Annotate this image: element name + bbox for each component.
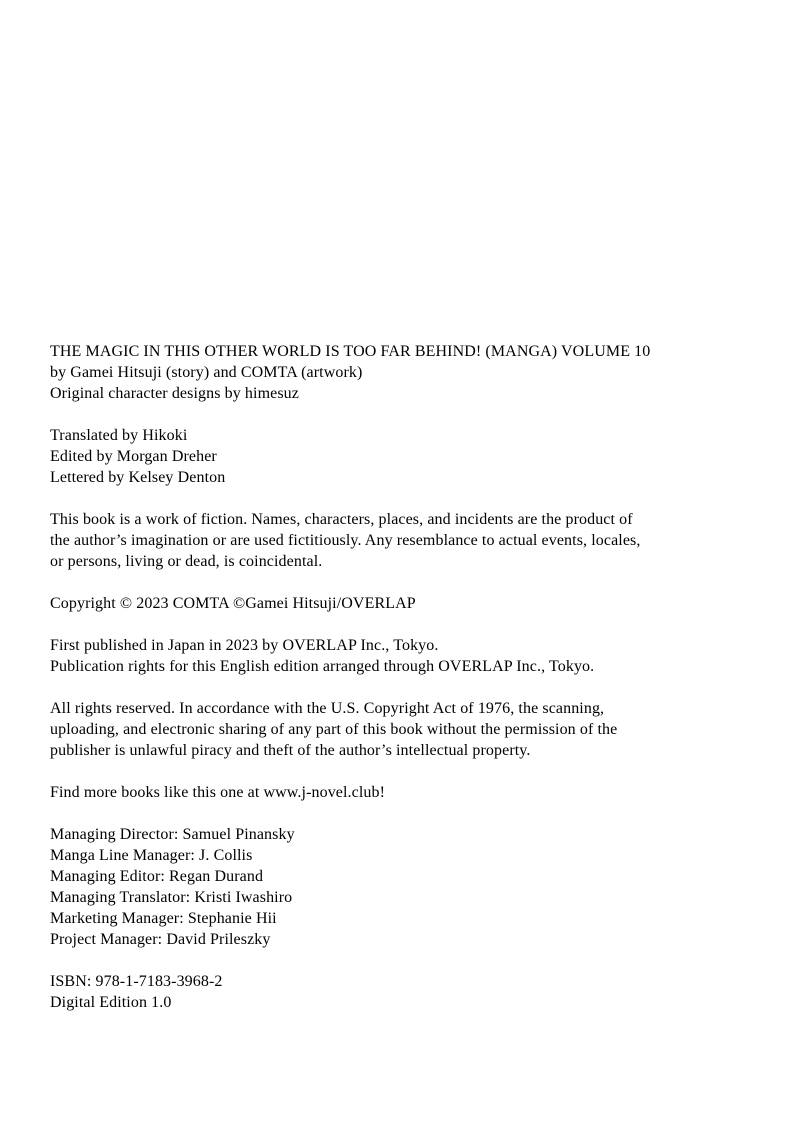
rights-line: All rights reserved. In accordance with the U.S. Copyright Act of 1976, the scanning, [50, 700, 605, 717]
copyright-notice [50, 593, 760, 614]
staff-manga-line-manager: Manga Line Manager: J. Collis [50, 847, 253, 864]
edition-info [50, 971, 760, 1013]
find-more-line: Find more books like this one at www.j-novel.club! [50, 784, 386, 801]
isbn-line: ISBN: 978-1-7183-3968-2 [50, 973, 223, 990]
fiction-disclaimer [50, 509, 760, 572]
translator-credit: Translated by Hikoki [50, 427, 188, 444]
publication-line: Publication rights for this English edition arranged through OVERLAP Inc., Tokyo. [50, 658, 595, 675]
staff-marketing-manager: Marketing Manager: Stephanie Hii [50, 910, 277, 927]
staff-project-manager: Project Manager: David Prileszky [50, 931, 271, 948]
staff-managing-director: Managing Director: Samuel Pinansky [50, 826, 295, 843]
copyright-line: Copyright © 2023 COMTA ©Gamei Hitsuji/OVERLAP [50, 595, 416, 612]
rights-line: uploading, and electronic sharing of any part of this book without the permission of the [50, 721, 618, 738]
rights-notice [50, 698, 760, 761]
staff-managing-editor: Managing Editor: Regan Durand [50, 868, 264, 885]
disclaimer-line: or persons, living or dead, is coincidental. [50, 553, 323, 570]
digital-edition-line: Digital Edition 1.0 [50, 994, 172, 1011]
staff-credits [50, 824, 760, 950]
publication-info [50, 635, 760, 677]
disclaimer-line: the author’s imagination or are used fictitiously. Any resemblance to actual events, locales, [50, 532, 641, 549]
letterer-credit: Lettered by Kelsey Denton [50, 469, 226, 486]
character-designs-credit: Original character designs by himesuz [50, 385, 299, 402]
rights-line: publisher is unlawful piracy and theft of the author’s intellectual property. [50, 742, 531, 759]
disclaimer-line: This book is a work of fiction. Names, characters, places, and incidents are the product of [50, 511, 633, 528]
title-block [50, 341, 760, 404]
staff-managing-translator: Managing Translator: Kristi Iwashiro [50, 889, 293, 906]
localization-credits [50, 425, 760, 488]
byline: by Gamei Hitsuji (story) and COMTA (artwork) [50, 364, 363, 381]
editor-credit: Edited by Morgan Dreher [50, 448, 217, 465]
publication-line: First published in Japan in 2023 by OVERLAP Inc., Tokyo. [50, 637, 439, 654]
book-title: THE MAGIC IN THIS OTHER WORLD IS TOO FAR BEHIND! (MANGA) VOLUME 10 [50, 343, 651, 360]
find-more-books [50, 782, 760, 803]
